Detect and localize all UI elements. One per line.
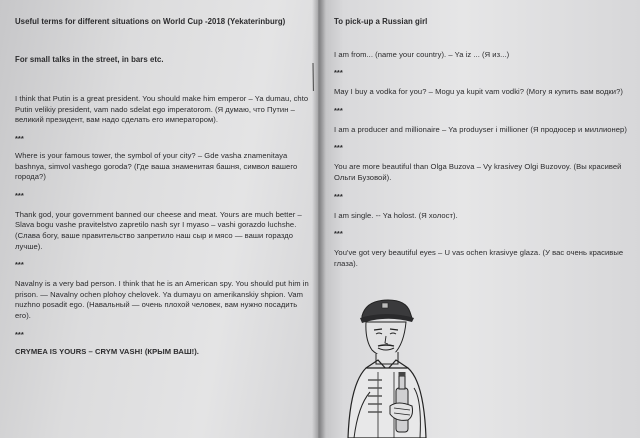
phrase-vodka: May I buy a vodka for you? – Mogu ya kupit vam vodki? (Могу я купить вам водки?): [334, 87, 623, 97]
phrase-producer: I am a producer and millionaire – Ya produyser i millioner (Я продюсер и миллионер): [334, 124, 627, 134]
separator: ***: [334, 143, 343, 153]
separator: ***: [15, 329, 24, 339]
left-page-subtitle: For small talks in the street, in bars etc.: [15, 54, 164, 64]
separator: ***: [15, 190, 24, 200]
phrase-buzova: You are more beautiful than Olga Buzova – Vy krasivey Olgi Buzovoy. (Вы красивей Ольги Бузовой).: [334, 162, 622, 182]
phrase-eyes: You've got very beautiful eyes – U vas ochen krasivye glaza. (У вас очень красивые глаза).: [334, 248, 624, 268]
separator: ***: [15, 133, 24, 143]
right-page-title: To pick-up a Russian girl: [334, 17, 428, 26]
pen-mark-icon: [311, 62, 315, 92]
left-page-title: Useful terms for different situations on World Cup -2018 (Yekaterinburg): [15, 17, 286, 26]
phrase-crimea: CRYMEA IS YOURS – CRYM VASH! (КРЫМ ВАШ!).: [15, 346, 199, 356]
left-page: [0, 0, 318, 438]
phrase-tower: Where is your famous tower, the symbol of your city? – Gde vasha znamenitaya bashnya, simvol vashego goroda? (Где ваша знаменитая башня, символ вашего города?): [15, 150, 298, 182]
figure-holding-bottle-icon: [332, 288, 432, 438]
phrase-putin: I think that Putin is a great president. You should make him emperor – Ya dumau, chto Putin velikiy president, vam nado sdelat ego imperatorom. (Я думаю, что Путин – великий президент, вам надо сделать его императором).: [15, 94, 309, 125]
separator: ***: [15, 260, 24, 270]
phrase-cheese: Thank god, your government banned our cheese and meat. Yours are much better – Slava bogu vashe pravitelstvo zapretilo nash syr I myaso – vashi gorazdo luchshe. (Слава богу, ваше правительство запретило наш сыр и мясо — ваши гораздо лучше).: [15, 209, 302, 251]
phrase-origin: I am from... (name your country). – Ya iz ... (Я из...): [334, 49, 510, 59]
separator: ***: [334, 68, 343, 78]
phrase-single: I am single. -- Ya holost. (Я холост).: [334, 210, 458, 220]
separator: ***: [334, 191, 343, 201]
separator: ***: [334, 105, 343, 115]
phrase-navalny: Navalny is a very bad person. I think that he is an American spy. You should put him in prison. — Navalny ochen plohoy chelovek. Ya dumayu on amerikanskiy shpion. Vam nuzhno posadit ego. (Навальный — очень плохой человек, вам нужно посадить его).: [15, 279, 309, 320]
separator: ***: [334, 229, 343, 239]
